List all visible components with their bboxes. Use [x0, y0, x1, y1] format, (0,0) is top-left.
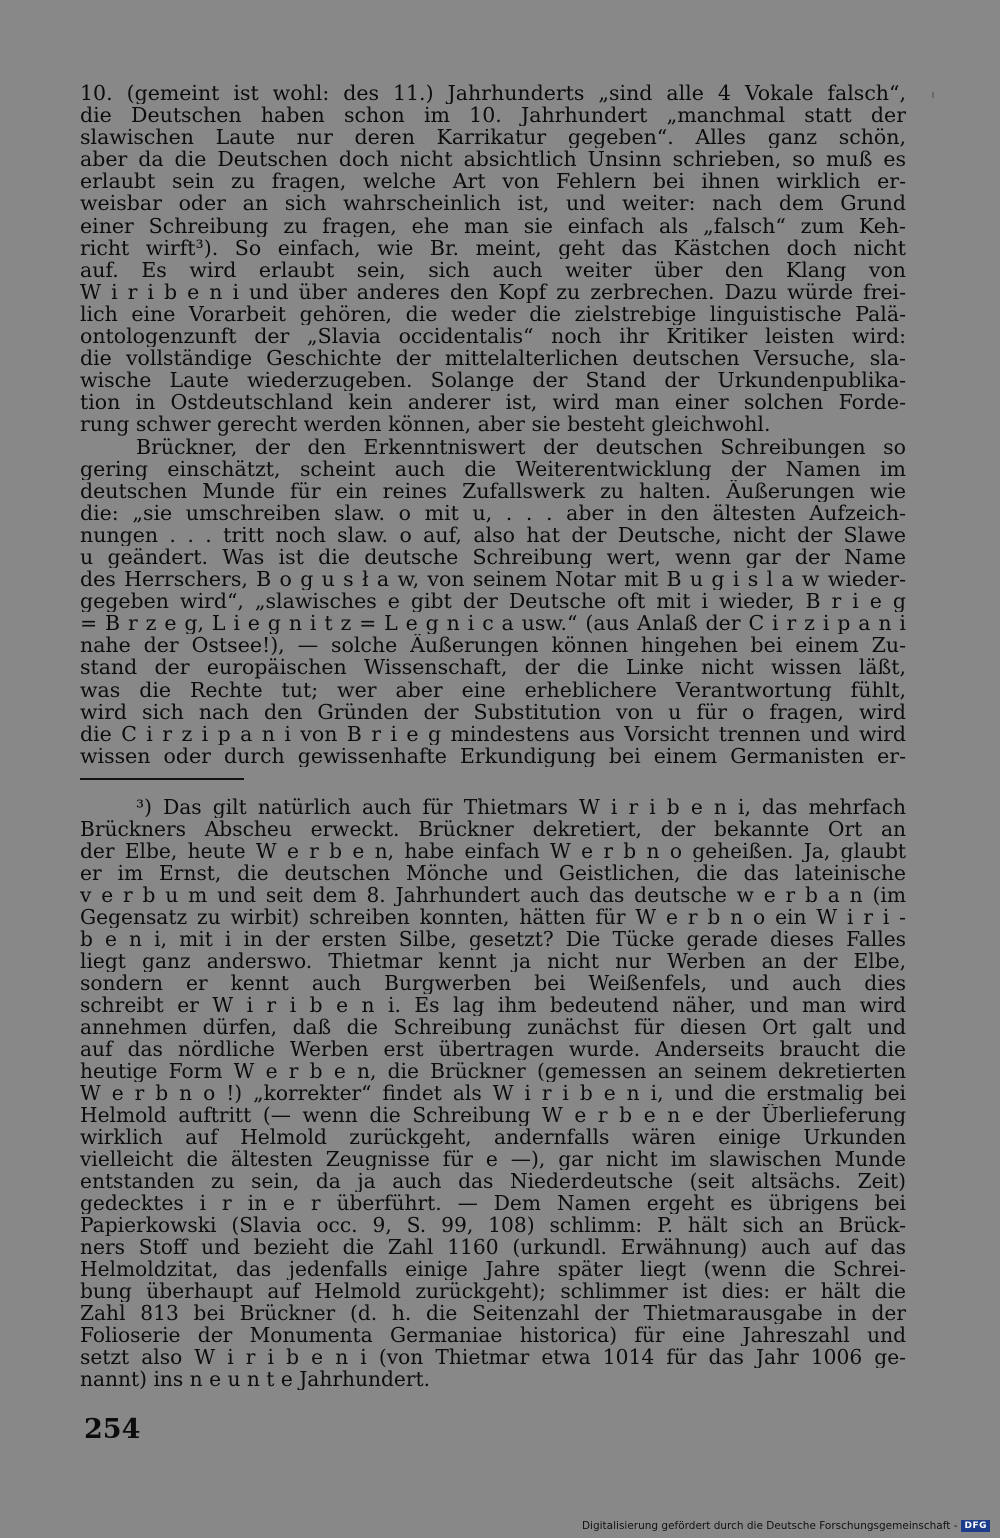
text-line: die: „sie umschreiben slaw. o mit u, . . . aber in den ältesten Aufzeich- — [80, 501, 906, 524]
footnote-line: Folioserie der Monumenta Germaniae historica) für eine Jahreszahl und — [80, 1324, 906, 1346]
footnote-line: Brückners Abscheu erweckt. Brückner dekretiert, der bekannte Ort an — [80, 818, 906, 840]
text-line: deutschen Munde für ein reines Zufallswerk zu halten. Äußerungen wie — [80, 479, 906, 502]
footnote-line: vielleicht die ältesten Zeugnisse für e —), gar nicht im slawischen Munde — [80, 1148, 906, 1170]
margin-mark — [932, 92, 934, 98]
text-line: slawischen Laute nur deren Karrikatur gegeben“. Alles ganz schön, — [80, 126, 906, 149]
text-line: die Deutschen haben schon im 10. Jahrhundert „manchmal statt der — [80, 104, 906, 127]
footnote-line: nannt) ins n e u n t e Jahrhundert. — [80, 1368, 431, 1390]
footnote-line: annehmen dürfen, daß die Schreibung zunächst für diesen Ort galt und — [80, 1016, 906, 1038]
footnote-line: setzt also W i r i b e n i (von Thietmar etwa 1014 für das Jahr 1006 ge- — [80, 1346, 906, 1368]
text-line: die C i r z i p a n i von B r i e g mindestens aus Vorsicht trennen und wird — [80, 722, 906, 745]
text-line: die vollständige Geschichte der mittelalterlichen deutschen Versuche, sla- — [80, 347, 906, 370]
digitization-credit — [582, 1520, 990, 1532]
footnote-line: heutige Form W e r b e n, die Brückner (gemessen an seinem dekretierten — [80, 1060, 906, 1082]
footnote-line: sondern er kennt auch Burgwerben bei Weißenfels, und auch dies — [80, 972, 906, 994]
text-line: aber da die Deutschen doch nicht absichtlich Unsinn schrieben, so muß es — [80, 148, 906, 171]
text-line: was die Rechte tut; wer aber eine erheblichere Verantwortung fühlt, — [80, 678, 906, 701]
text-line: lich eine Vorarbeit gehören, die weder die zielstrebige linguistische Palä- — [80, 302, 906, 326]
footnote-line: schreibt er W i r i b e n i. Es lag ihm bedeutend näher, und man wird — [80, 994, 906, 1016]
footnote-line: Helmoldzitat, das jedenfalls einige Jahre später liegt (wenn die Schrei- — [80, 1258, 906, 1280]
text-line: nahe der Ostsee!), — solche Äußerungen können hingehen bei einem Zu- — [80, 634, 906, 657]
text-line: W i r i b e n i und über anderes den Kopf zu zerbrechen. Dazu würde frei- — [80, 280, 906, 303]
text-line: gegeben wird“, „slawisches e gibt der Deutsche oft mit i wieder, B r i e g — [80, 590, 906, 613]
text-line: wissen oder durch gewissenhafte Erkundigung bei einem Germanisten er- — [80, 744, 906, 767]
paragraph-start-line: Brückner, der den Erkenntniswert der deutschen Schreibungen so — [136, 435, 906, 458]
text-line: wird sich nach den Gründen der Substitution von u für o fragen, wird — [80, 700, 906, 723]
footnote-line: v e r b u m und seit dem 8. Jahrhundert auch das deutsche w e r b a n (im — [80, 884, 906, 906]
text-line: einer Schreibung zu fragen, ehe man sie einfach als „falsch“ zum Keh- — [80, 214, 906, 237]
text-line: stand der europäischen Wissenschaft, der die Linke nicht wissen läßt, — [80, 656, 906, 679]
footnote-line: W e r b n o !) „korrekter“ findet als W i r i b e n i, und die erstmalig bei — [80, 1082, 906, 1104]
footnote-line: gedecktes i r in e r überführt. — Dem Namen ergeht es übrigens bei — [80, 1192, 906, 1214]
credit-text: Digitalisierung gefördert durch die Deutsche Forschungsgemeinschaft - — [581, 1520, 958, 1532]
footnote-line: auf das nördliche Werben erst übertragen wurde. Anderseits braucht die — [80, 1038, 906, 1060]
text-line: nungen . . . tritt noch slaw. o auf, also hat der Deutsche, nicht der Slawe — [80, 523, 906, 546]
footnote-line: ³) Das gilt natürlich auch für Thietmars W i r i b e n i, das mehrfach — [136, 796, 906, 818]
page-number: 254 — [84, 1414, 141, 1445]
dfg-logo-icon: DFG — [961, 1520, 990, 1532]
footnote-line: Zahl 813 bei Brückner (d. h. die Seitenzahl der Thietmarausgabe in der — [80, 1302, 906, 1324]
text-line: 10. (gemeint ist wohl: des 11.) Jahrhunderts „sind alle 4 Vokale falsch“, — [80, 82, 906, 105]
text-line: auf. Es wird erlaubt sein, sich auch weiter über den Klang von — [80, 258, 906, 281]
footnote-line: ners Stoff und bezieht die Zahl 1160 (urkundl. Erwähnung) auch auf das — [80, 1236, 906, 1258]
footnote-line: wirklich auf Helmold zurückgeht, andernfalls wären einige Urkunden — [80, 1126, 906, 1148]
footnote-line: Gegensatz zu wirbit) schreiben konnten, hätten für W e r b n o ein W i r i - — [80, 906, 906, 928]
footnote-block — [80, 796, 906, 1390]
text-line: wische Laute wiederzugeben. Solange der Stand der Urkundenpublika- — [80, 369, 906, 392]
footnote-separator — [80, 778, 244, 780]
text-line: = B r z e g, L i e g n i t z = L e g n i c a usw.“ (aus Anlaß der C i r z i p a n i — [80, 612, 906, 635]
text-line: richt wirft³). So einfach, wie Br. meint, geht das Kästchen doch nicht — [80, 236, 906, 259]
text-line: u geändert. Was ist die deutsche Schreibung wert, wenn gar der Name — [80, 545, 906, 569]
footnote-line: Helmold auftritt (— wenn die Schreibung W e r b e n e der Überlieferung — [80, 1104, 906, 1126]
main-text-block — [80, 82, 906, 767]
text-line: erlaubt sein zu fragen, welche Art von Fehlern bei ihnen wirklich er- — [80, 170, 906, 193]
text-line: tion in Ostdeutschland kein anderer ist, wird man einer solchen Forde- — [80, 391, 906, 414]
footnote-line: entstanden zu sein, da ja auch das Niederdeutsche (seit altsächs. Zeit) — [80, 1170, 906, 1192]
text-line: des Herrschers, B o g u s ł a w, von seinem Notar mit B u g i s l a w wieder- — [80, 568, 906, 591]
footnote-line: bung überhaupt auf Helmold zurückgeht); schlimmer ist dies: er hält die — [80, 1280, 906, 1302]
footnote-line: er im Ernst, die deutschen Mönche und Geistlichen, die das lateinische — [80, 862, 906, 884]
text-line: gering einschätzt, scheint auch die Weiterentwicklung der Namen im — [80, 457, 906, 480]
footnote-line: b e n i, mit i in der ersten Silbe, gesetzt? Die Tücke gerade dieses Falles — [80, 928, 906, 950]
footnote-line: liegt ganz anderswo. Thietmar kennt ja nicht nur Werben an der Elbe, — [80, 950, 906, 972]
text-line: weisbar oder an sich wahrscheinlich ist, und weiter: nach dem Grund — [80, 192, 906, 215]
footnote-line: Papierkowski (Slavia occ. 9, S. 99, 108) schlimm: P. hält sich an Brück- — [80, 1214, 906, 1236]
text-line: ontologenzunft der „Slavia occidentalis“ noch ihr Kritiker leisten wird: — [80, 325, 906, 348]
footnote-line: der Elbe, heute W e r b e n, habe einfach W e r b n o geheißen. Ja, glaubt — [80, 840, 906, 862]
text-line: rung schwer gerecht werden können, aber sie besteht gleichwohl. — [80, 413, 771, 436]
